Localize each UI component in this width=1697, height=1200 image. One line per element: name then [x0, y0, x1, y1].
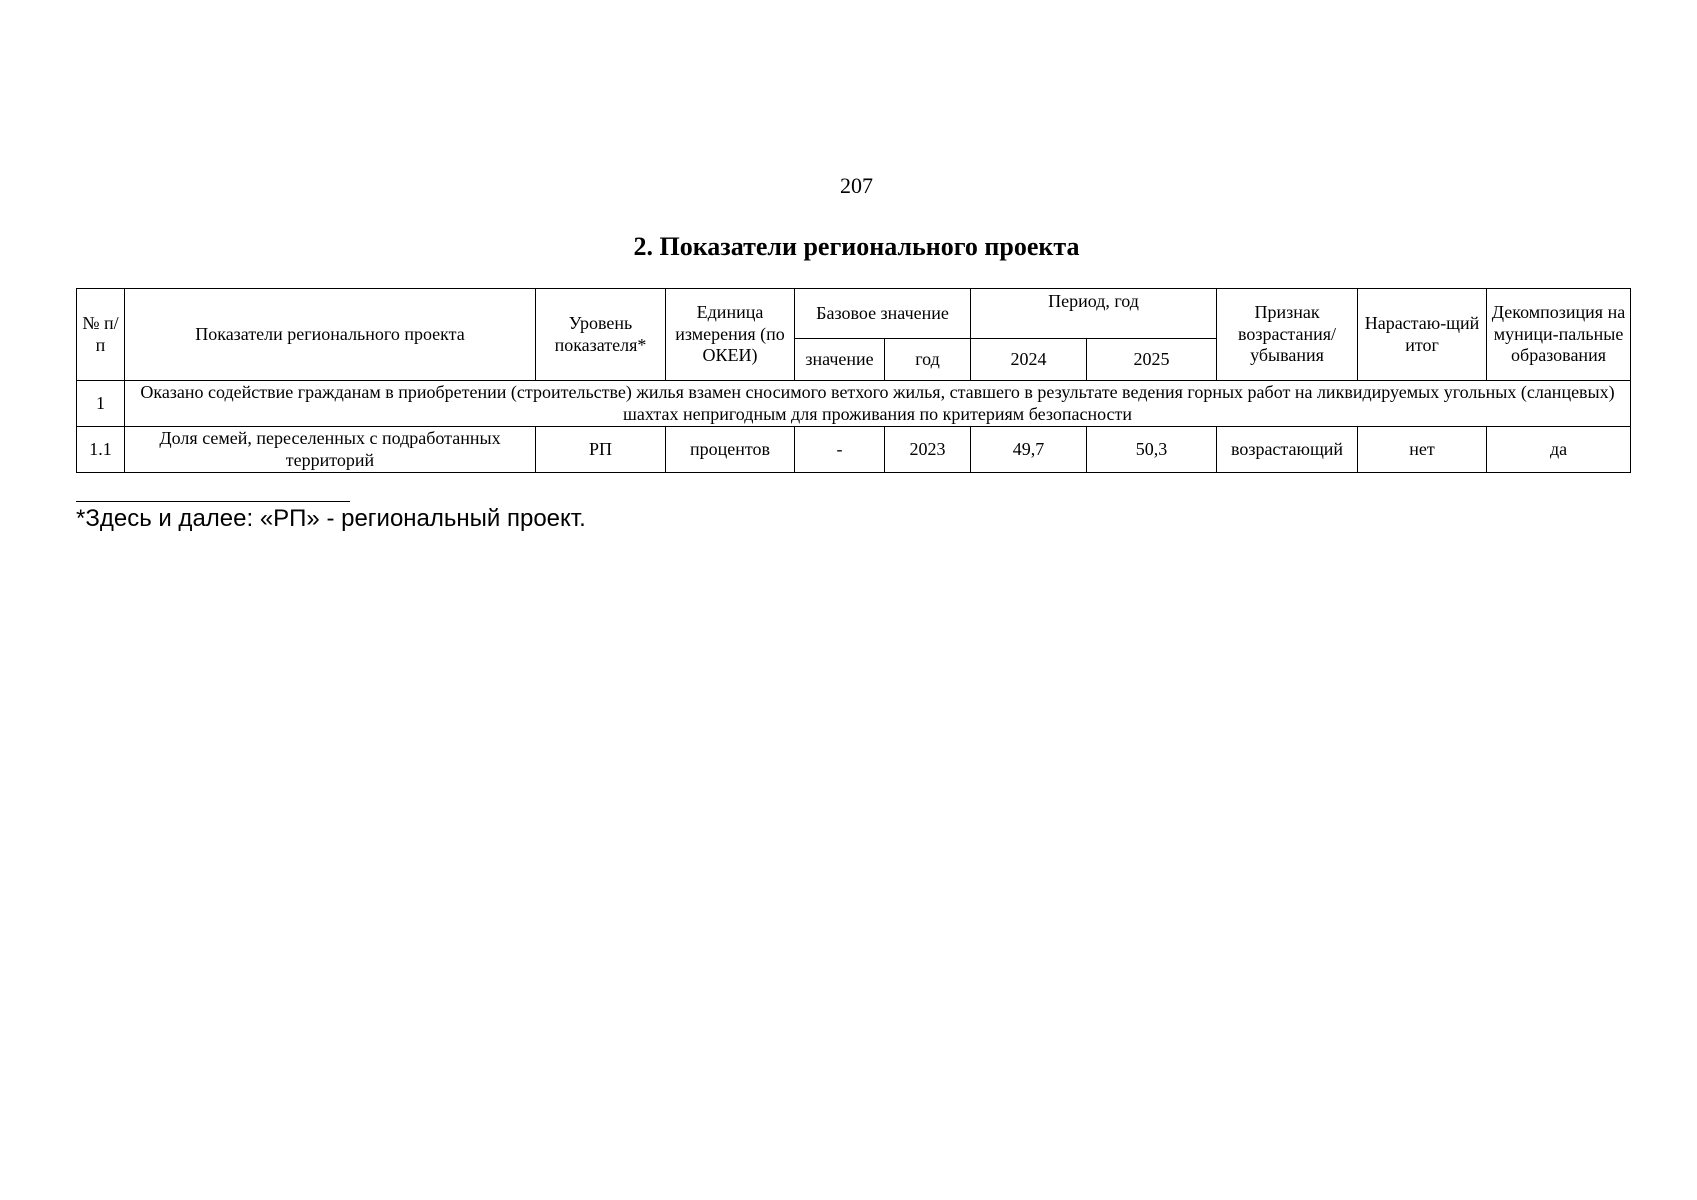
section-title: 2. Показатели регионального проекта [633, 232, 1080, 261]
row-num: 1.1 [77, 427, 125, 473]
row-cumulative: нет [1358, 427, 1487, 473]
header-level: Уровень показателя* [536, 289, 666, 381]
row-unit: процентов [666, 427, 795, 473]
row-value-2025: 50,3 [1087, 427, 1217, 473]
page-number: 207 [840, 173, 873, 198]
row-trend: возрастающий [1217, 427, 1358, 473]
header-year-2024: 2024 [971, 339, 1087, 381]
section-row-num: 1 [77, 381, 125, 427]
indicators-table [76, 288, 1631, 473]
row-base-value: - [795, 427, 885, 473]
header-base: Базовое значение [795, 289, 971, 339]
row-decomposition: да [1487, 427, 1631, 473]
table-header-row [77, 289, 1631, 339]
footnote-divider [76, 501, 350, 502]
header-cumulative: Нарастаю-щий итог [1358, 289, 1487, 381]
header-base-year: год [885, 339, 971, 381]
header-num: № п/п [77, 289, 125, 381]
header-period: Период, год [971, 289, 1217, 339]
header-year-2025: 2025 [1087, 339, 1217, 381]
row-indicator: Доля семей, переселенных с подработанных территорий [125, 427, 536, 473]
header-base-value: значение [795, 339, 885, 381]
table-section-row [77, 381, 1631, 427]
row-value-2024: 49,7 [971, 427, 1087, 473]
row-base-year: 2023 [885, 427, 971, 473]
header-unit: Единица измерения (по ОКЕИ) [666, 289, 795, 381]
table-row [77, 427, 1631, 473]
section-row-text: Оказано содействие гражданам в приобретении (строительстве) жилья взамен сносимого ветхого жилья, ставшего в результате ведения горных работ на ликвидируемых угольных (сланцевых) шахтах непригодным для проживания по критериям безопасности [125, 381, 1631, 427]
row-level: РП [536, 427, 666, 473]
header-indicator: Показатели регионального проекта [125, 289, 536, 381]
footnote: *Здесь и далее: «РП» - региональный проект. [76, 505, 586, 532]
header-decomposition: Декомпозиция на муници-пальные образования [1487, 289, 1631, 381]
header-trend: Признак возрастания/ убывания [1217, 289, 1358, 381]
